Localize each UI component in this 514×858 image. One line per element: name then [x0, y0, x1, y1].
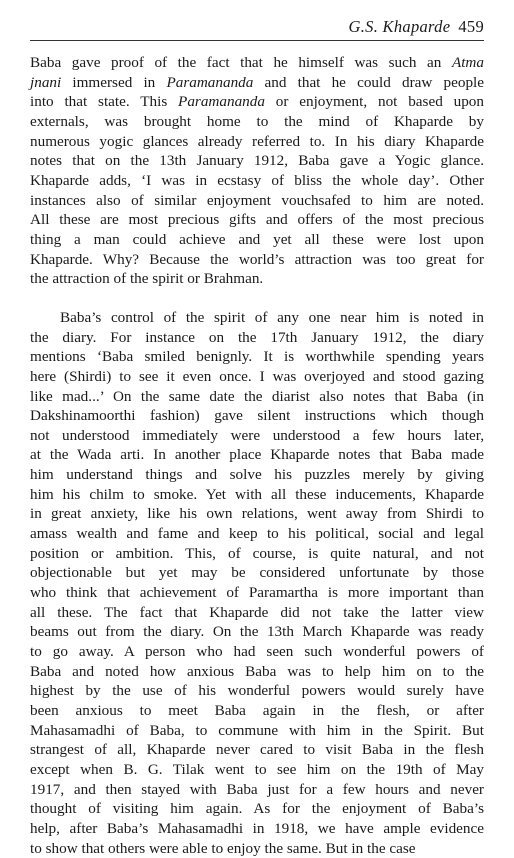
text-line — [30, 839, 484, 858]
body-text — [30, 53, 484, 858]
text-line — [30, 250, 484, 270]
page-number: 459 — [458, 17, 484, 36]
text-line — [30, 819, 484, 839]
text-segment: been anxious to meet Baba again in the flesh, or after — [30, 702, 484, 719]
text-line — [30, 73, 484, 93]
text-segment: Baba’s control of the spirit of any one near him is noted in — [60, 308, 484, 326]
text-line — [30, 406, 484, 426]
paragraph-1 — [30, 53, 484, 289]
text-line — [30, 504, 484, 524]
text-line — [30, 721, 484, 741]
text-line — [30, 426, 484, 446]
text-segment: help, after Baba’s Mahasamadhi in 1918, we have ample evidence — [30, 819, 484, 837]
text-segment: Khaparde adds, ‘I was in ecstasy of bliss the whole day’. Other — [30, 171, 484, 189]
text-line — [30, 151, 484, 171]
text-line — [30, 328, 484, 348]
running-header-title: G.S. Khaparde — [348, 17, 451, 36]
text-segment: or enjoyment, not based upon — [264, 93, 484, 111]
text-segment: immersed in — [61, 73, 167, 91]
text-segment: mentions ‘Baba smiled benignly. It is worthwhile spending years — [30, 348, 484, 366]
text-segment: who think that achievement of Paramartha is more important than — [30, 584, 484, 602]
text-segment: 1917, and then stayed with Baba just for a few hours and never — [30, 780, 484, 798]
text-line — [30, 387, 484, 407]
text-line — [30, 347, 484, 367]
text-segment: strangest of all, Khaparde never cared to visit Baba in the flesh — [30, 741, 484, 759]
text-segment: the diary. For instance on the 17th January 1912, the diary — [30, 328, 484, 346]
text-line — [30, 583, 484, 603]
text-segment: the attraction of the spirit or Brahman. — [30, 270, 264, 288]
text-segment: amass wealth and fame and keep to his political, social and legal — [30, 525, 484, 543]
text-segment: him his chilm to smoke. Yet with all these inducements, Khaparde — [30, 485, 484, 503]
text-segment: to go away. A person who had seen such wonderful powers of — [30, 643, 484, 661]
text-segment: thing a man could achieve and yet all these were lost upon — [30, 230, 484, 248]
italic-term: Paramananda — [178, 93, 265, 111]
text-segment: like mad...’ On the same date the diarist also notes that Baba (in — [30, 387, 484, 405]
text-segment: position or ambition. This, of course, is quite natural, and not — [30, 544, 484, 562]
text-segment: in great anxiety, like his own relations, went away from Shirdi to — [30, 505, 484, 523]
text-segment: into that state. This — [30, 93, 179, 111]
text-line — [30, 132, 484, 152]
text-segment: at the Wada arti. In another place Khaparde notes that Baba made — [30, 446, 484, 464]
text-line — [30, 780, 484, 800]
text-segment: and that he could draw people — [253, 73, 485, 91]
text-segment: all these. The fact that Khaparde did not take the latter view — [30, 603, 484, 621]
text-segment: except when B. G. Tilak went to see him on the 19th of May — [30, 760, 484, 778]
header-rule — [30, 40, 484, 41]
italic-term: jnani — [30, 73, 62, 91]
text-segment: Baba gave proof of the fact that he himself was such an — [30, 54, 452, 71]
text-segment: Baba and noted how anxious Baba was to help him on to the — [30, 662, 484, 680]
text-line — [30, 465, 484, 485]
text-line — [30, 269, 484, 289]
text-line — [30, 308, 484, 328]
text-line — [30, 92, 484, 112]
text-segment: beams out from the diary. On the 13th March Khaparde was ready — [30, 623, 484, 641]
text-line — [30, 603, 484, 623]
text-line — [30, 112, 484, 132]
text-segment: numerous yogic glances already referred to. In his diary Khaparde — [30, 132, 484, 150]
text-line — [30, 485, 484, 505]
text-line — [30, 799, 484, 819]
text-segment: to show that others were able to enjoy the same. But in the case — [30, 839, 416, 857]
text-segment: All these are most precious gifts and offers of the most precious — [30, 211, 484, 229]
text-segment: Dakshinamoorthi fashion) gave silent instructions which though — [30, 407, 484, 425]
text-line — [30, 642, 484, 662]
text-segment: instances also of similar enjoyment vouchsafed to him are noted. — [30, 191, 484, 209]
text-segment: Khaparde. Why? Because the world’s attraction was too great for — [30, 250, 484, 268]
text-line — [30, 681, 484, 701]
text-segment: externals, was brought home to the mind of Khaparde by — [30, 112, 484, 130]
text-line — [30, 171, 484, 191]
text-line — [30, 701, 484, 721]
italic-term: Paramananda — [166, 73, 254, 91]
paragraph-2 — [30, 308, 484, 858]
text-segment: Mahasamadhi of Baba, to commune with him in the Spirit. But — [30, 721, 484, 739]
text-segment: not understood immediately were understood a few hours later, — [30, 426, 484, 444]
text-line — [30, 191, 484, 211]
text-line — [30, 524, 484, 544]
text-line — [30, 662, 484, 682]
text-line — [30, 544, 484, 564]
text-segment: notes that on the 13th January 1912, Baba gave a Yogic glance. — [30, 152, 484, 170]
text-line — [30, 53, 484, 73]
text-segment: him understand things and solve his puzzles merely by giving — [30, 466, 484, 484]
text-segment: highest by the use of his wonderful powers would surely have — [30, 682, 484, 700]
text-segment: thought of visiting him again. As for the enjoyment of Baba’s — [30, 800, 484, 818]
text-line — [30, 740, 484, 760]
text-segment: here (Shirdi) to see it even once. I was overjoyed and stood gazing — [30, 367, 484, 385]
text-line — [30, 760, 484, 780]
running-header — [30, 17, 484, 37]
text-line — [30, 563, 484, 583]
text-line — [30, 230, 484, 250]
italic-term: Atma — [451, 54, 484, 71]
text-segment: objectionable but yet may be considered unfortunate by those — [30, 564, 484, 582]
text-line — [30, 622, 484, 642]
text-line — [30, 210, 484, 230]
text-line — [30, 367, 484, 387]
text-line — [30, 445, 484, 465]
